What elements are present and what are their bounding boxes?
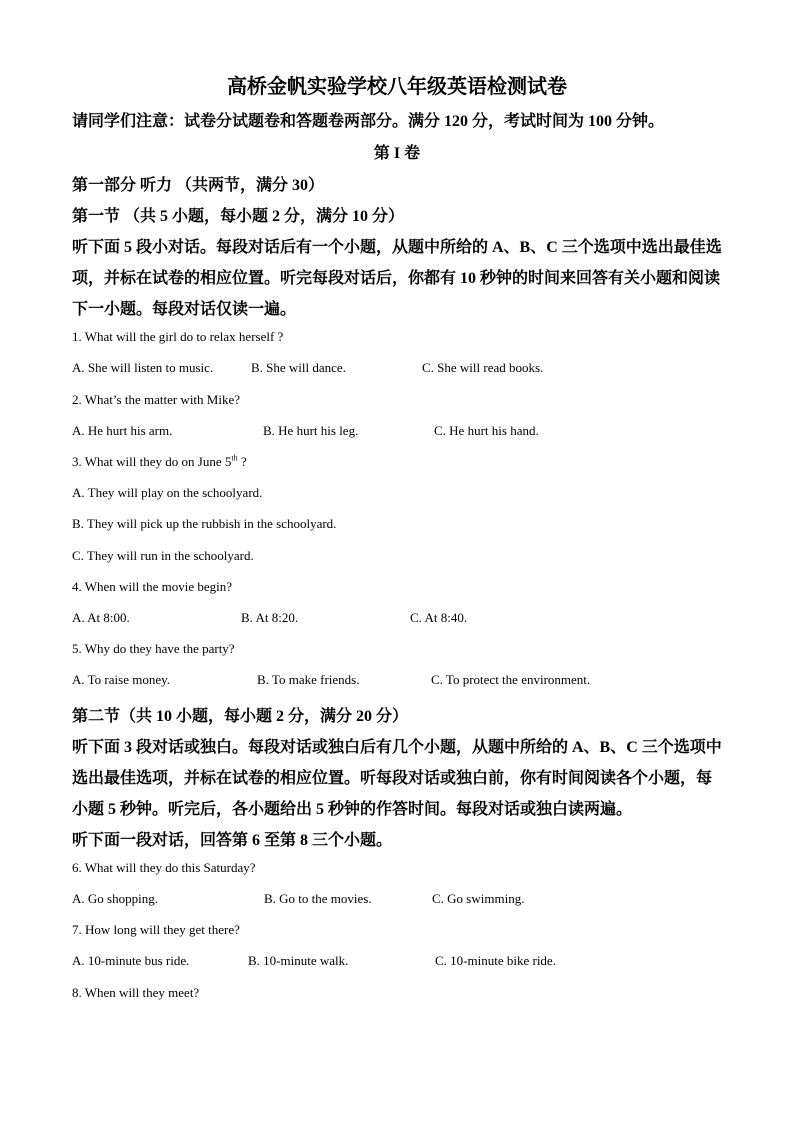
- section2-instruction-line: 听下面 3 段对话或独白。每段对话或独白后有几个小题，从题中所给的 A、B、C 三个选项中: [72, 739, 722, 756]
- option-b: B. 10-minute walk.: [248, 953, 349, 968]
- option-c: C. To protect the environment.: [431, 672, 591, 687]
- section2-instruction-line: 选出最佳选项，并标在试卷的相应位置。听每段对话或独白前，你有时间阅读各个小题，每: [72, 770, 713, 787]
- part1-heading: 第一部分 听力 （共两节，满分 30）: [72, 177, 325, 194]
- option-c: C. She will read books.: [422, 360, 544, 375]
- volume-heading: 第 I 卷: [373, 145, 421, 162]
- question-3-option-c: C. They will run in the schoolyard.: [72, 548, 254, 563]
- question-2: 2. What’s the matter with Mike?: [72, 392, 240, 407]
- option-b: B. Go to the movies.: [264, 891, 372, 906]
- option-a: A. 10-minute bus ride.: [72, 953, 190, 968]
- option-b: B. She will dance.: [251, 360, 346, 375]
- option-b: B. At 8:20.: [241, 610, 299, 625]
- section1-heading: 第一节 （共 5 小题，每小题 2 分，满分 10 分）: [72, 208, 405, 225]
- question-1: 1. What will the girl do to relax herself ?: [72, 329, 284, 344]
- question-3: [72, 454, 247, 470]
- page-title: 高桥金帆实验学校八年级英语检测试卷: [227, 76, 567, 98]
- question-7: 7. How long will they get there?: [72, 922, 240, 937]
- option-c: C. 10-minute bike ride.: [435, 953, 556, 968]
- question-5: 5. Why do they have the party?: [72, 641, 235, 656]
- question-6: 6. What will they do this Saturday?: [72, 860, 256, 875]
- option-c: C. At 8:40.: [410, 610, 468, 625]
- section2-instruction-line: 小题 5 秒钟。听完后，各小题给出 5 秒钟的作答时间。每段对话或独白读两遍。: [72, 801, 633, 818]
- section1-instruction-line: 下一小题。每段对话仅读一遍。: [72, 301, 297, 318]
- section2-heading: 第二节（共 10 小题，每小题 2 分，满分 20 分）: [72, 708, 409, 725]
- question-3-option-a: A. They will play on the schoolyard.: [72, 485, 263, 500]
- question-3-option-b: B. They will pick up the rubbish in the schoolyard.: [72, 516, 337, 531]
- option-c: C. He hurt his hand.: [434, 423, 539, 438]
- question-3-text: 3. What will they do on June 5: [72, 454, 232, 469]
- option-a: A. At 8:00.: [72, 610, 130, 625]
- option-a: A. He hurt his arm.: [72, 423, 173, 438]
- section1-instruction-line: 项，并标在试卷的相应位置。听完每段对话后，你都有 10 秒钟的时间来回答有关小题和阅读: [72, 270, 721, 287]
- question-3-end: ?: [237, 454, 247, 469]
- option-c: C. Go swimming.: [432, 891, 525, 906]
- option-a: A. Go shopping.: [72, 891, 158, 906]
- question-8: 8. When will they meet?: [72, 985, 200, 1000]
- option-a: A. She will listen to music.: [72, 360, 214, 375]
- exam-notice: 请同学们注意：试卷分试题卷和答题卷两部分。满分 120 分，考试时间为 100 分钟。: [72, 113, 665, 130]
- question-4: 4. When will the movie begin?: [72, 579, 233, 594]
- option-b: B. He hurt his leg.: [263, 423, 359, 438]
- ordinal-suffix: th: [231, 453, 238, 463]
- option-b: B. To make friends.: [257, 672, 360, 687]
- section1-instruction-line: 听下面 5 段小对话。每段对话后有一个小题，从题中所给的 A、B、C 三个选项中选出最佳选: [72, 239, 722, 256]
- section2-subheading: 听下面一段对话，回答第 6 至第 8 三个小题。: [72, 832, 393, 849]
- option-a: A. To raise money.: [72, 672, 171, 687]
